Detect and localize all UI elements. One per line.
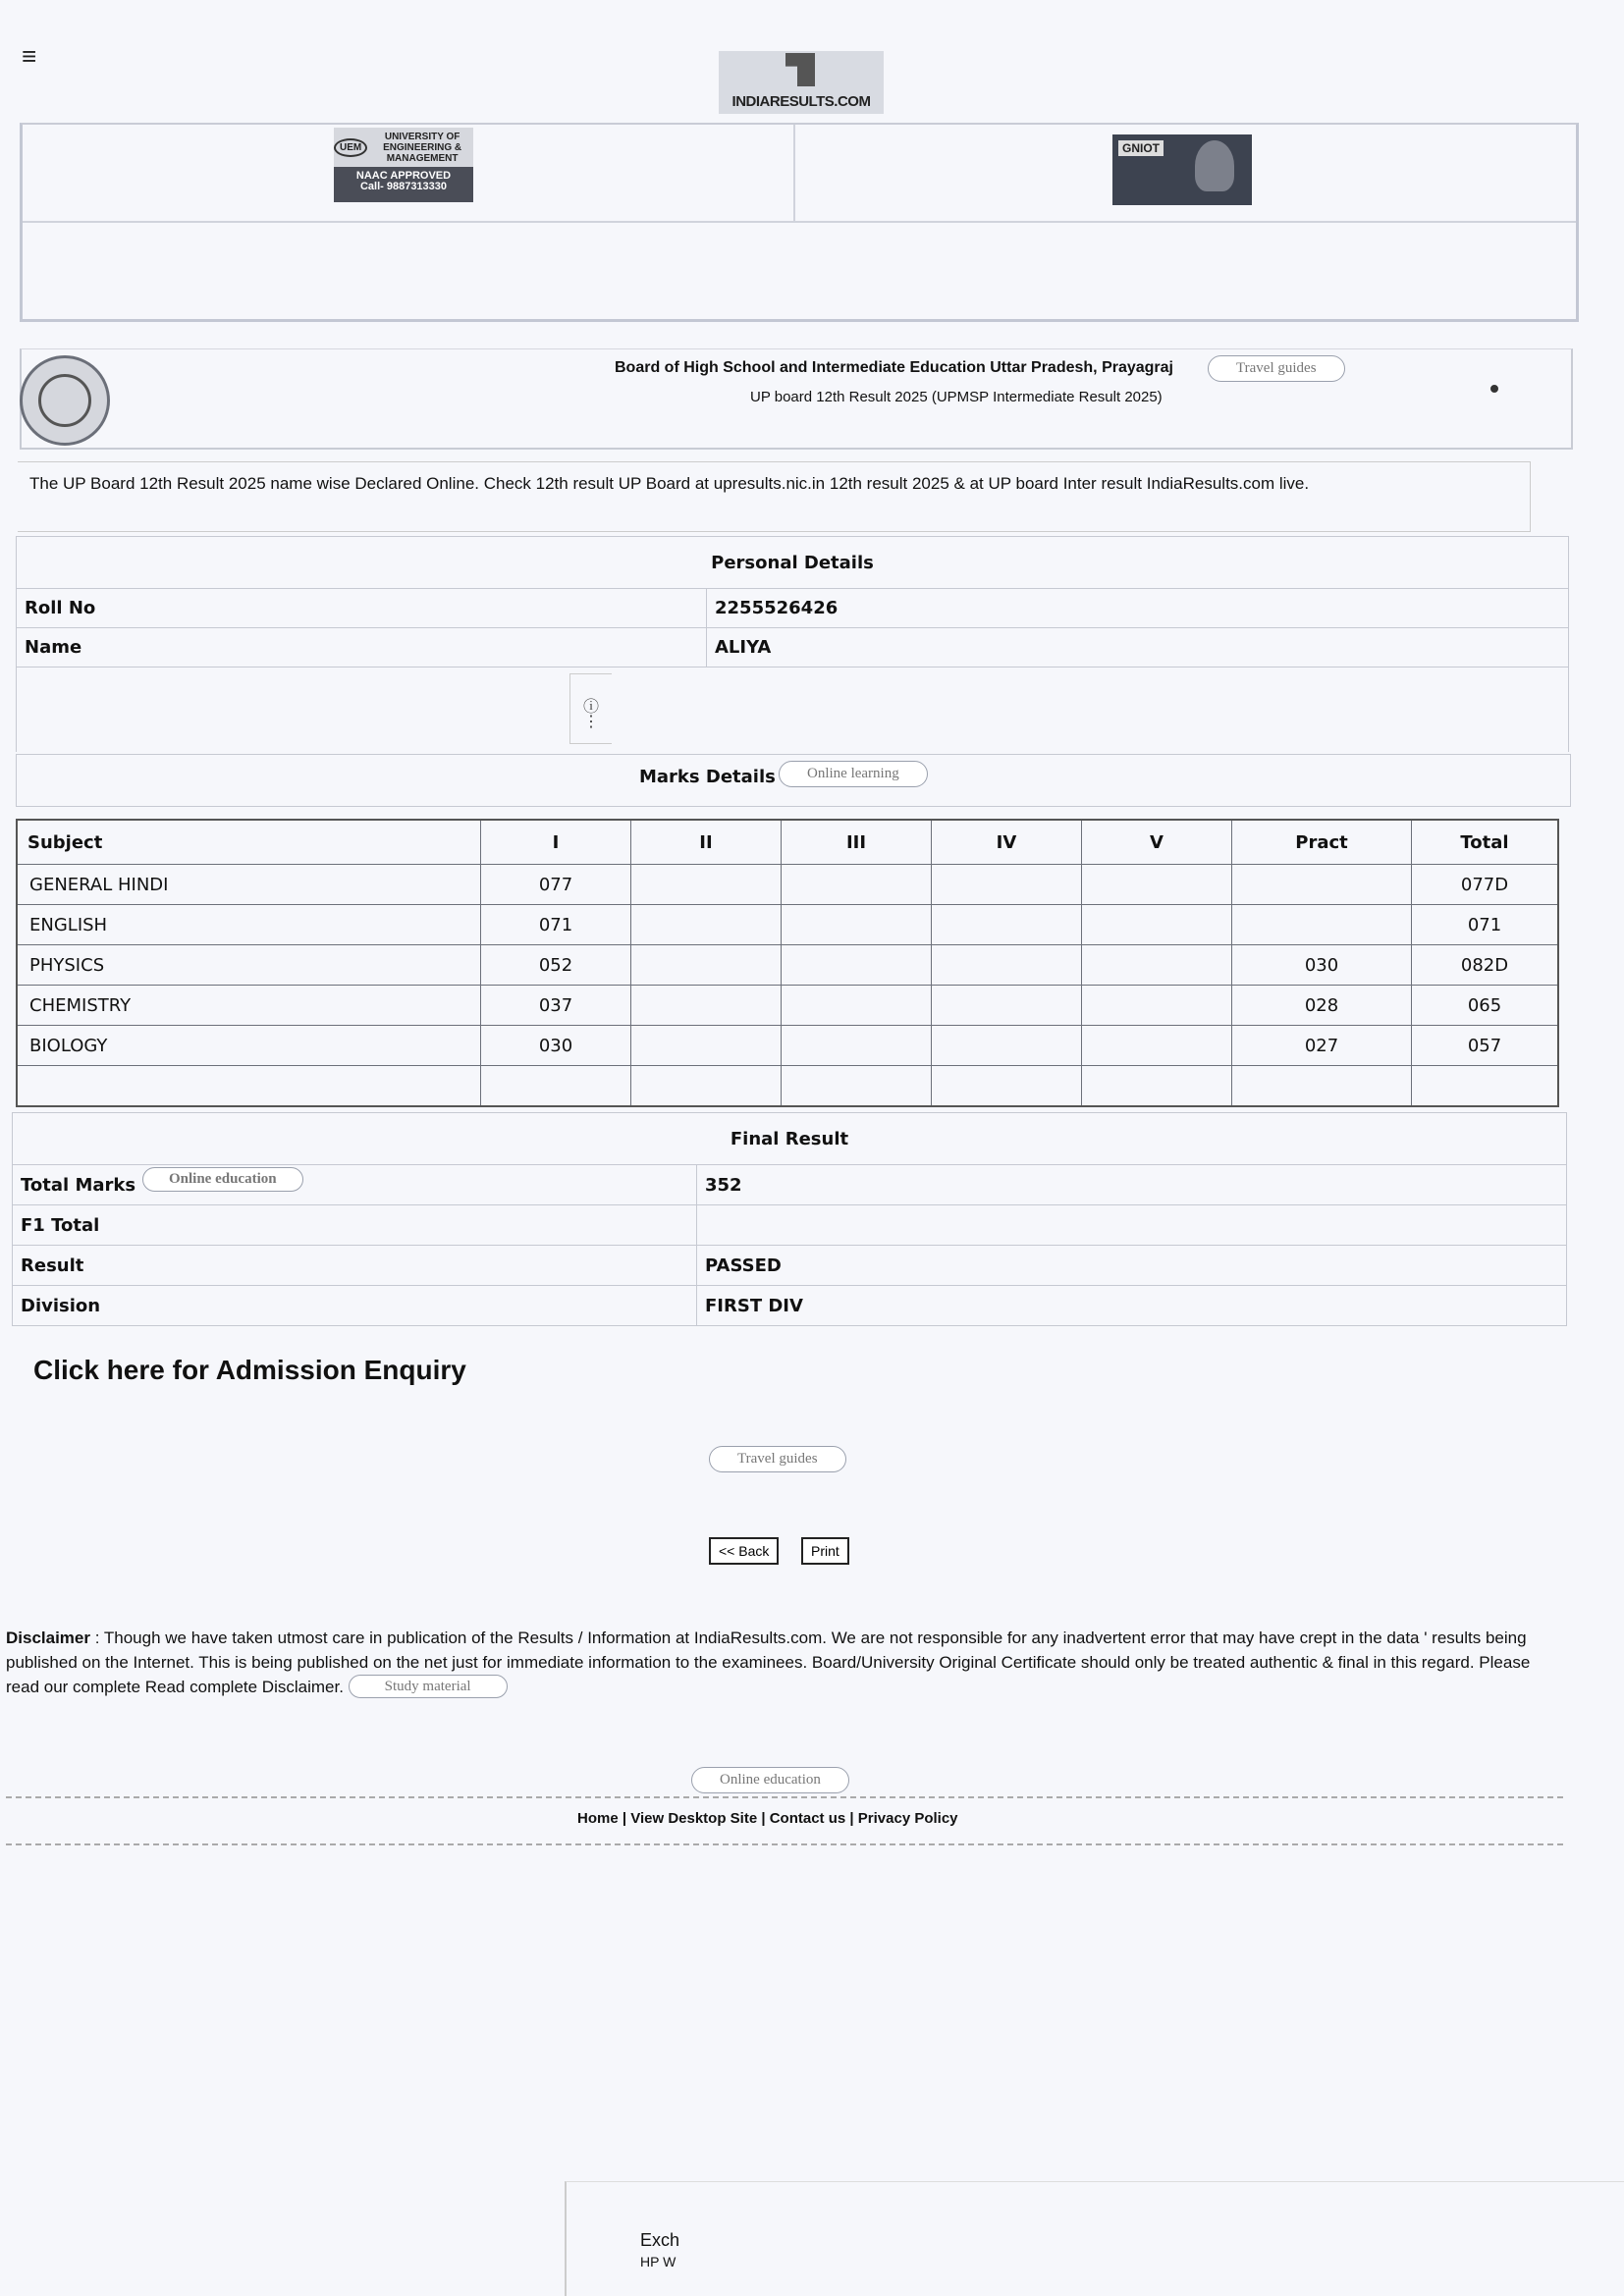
back-button[interactable]: << Back <box>709 1537 779 1565</box>
travel-guides-pill[interactable]: Travel guides <box>709 1446 846 1472</box>
mark-cell <box>631 986 782 1026</box>
intro-box <box>18 461 1531 532</box>
uem-logo: UEM <box>334 138 367 157</box>
more-options-icon[interactable]: ⋮ <box>583 714 599 730</box>
footer-links <box>577 1810 958 1827</box>
board-subtitle: UP board 12th Result 2025 (UPMSP Intermediate Result 2025) <box>750 389 1163 405</box>
mark-cell <box>1082 986 1232 1026</box>
uem-call: Call- 9887313330 <box>359 181 448 192</box>
col-header-total: Total <box>1412 820 1559 865</box>
mark-cell <box>782 865 932 905</box>
mark-cell <box>932 1066 1082 1107</box>
table-row <box>17 1026 1558 1066</box>
mark-cell <box>782 905 932 945</box>
col-header-v: V <box>1082 820 1232 865</box>
marks-details-heading: Marks Details <box>639 767 776 787</box>
mark-cell <box>631 1026 782 1066</box>
table-row <box>17 986 1558 1026</box>
final-result-table <box>12 1112 1567 1326</box>
subject-cell: CHEMISTRY <box>17 986 481 1026</box>
table-row <box>17 905 1558 945</box>
subject-cell: PHYSICS <box>17 945 481 986</box>
col-header-iii: III <box>782 820 932 865</box>
marks-table <box>16 819 1559 1107</box>
ad-slot <box>17 667 1569 752</box>
footer-link-home[interactable]: Home <box>577 1810 619 1827</box>
mark-cell <box>932 865 1082 905</box>
logo-text: INDIARESULTS.COM <box>731 93 871 110</box>
mark-cell: 071 <box>481 905 631 945</box>
footer-sep: | <box>622 1810 627 1827</box>
footer-divider <box>6 1796 1563 1798</box>
result-value: PASSED <box>697 1246 1567 1286</box>
bottom-ad-subtitle[interactable]: HP W <box>640 2254 677 2269</box>
mark-cell <box>1082 905 1232 945</box>
table-row <box>17 865 1558 905</box>
info-icon[interactable]: ⓘ <box>582 699 599 716</box>
division-label: Division <box>13 1286 697 1326</box>
online-education-pill[interactable]: Online education <box>691 1767 849 1793</box>
site-logo[interactable] <box>719 51 884 114</box>
subject-cell <box>17 1066 481 1107</box>
pract-cell: 027 <box>1232 1026 1412 1066</box>
mark-cell <box>481 1066 631 1107</box>
name-label: Name <box>17 628 707 667</box>
mark-cell <box>631 865 782 905</box>
online-education-pill[interactable]: Online education <box>142 1167 303 1192</box>
gniot-ad[interactable] <box>1112 134 1252 205</box>
up-govt-seal-icon <box>20 355 110 446</box>
personal-details-heading: Personal Details <box>17 537 1569 589</box>
mark-cell <box>1082 945 1232 986</box>
final-result-heading: Final Result <box>13 1113 1567 1165</box>
bottom-ad-frame[interactable] <box>565 2181 1624 2296</box>
footer-sep: | <box>849 1810 854 1827</box>
marks-details-header <box>16 754 1571 807</box>
mark-cell: 052 <box>481 945 631 986</box>
mark-cell <box>932 986 1082 1026</box>
intro-text: The UP Board 12th Result 2025 name wise Declared Online. Check 12th result UP Board at upresults.nic.in 12th result 2025 & at UP board Inter result IndiaResults.com live. <box>29 474 1310 493</box>
print-button[interactable]: Print <box>801 1537 849 1565</box>
banner-divider <box>23 221 1576 223</box>
mark-cell <box>631 1066 782 1107</box>
mark-cell <box>631 905 782 945</box>
online-learning-pill[interactable]: Online learning <box>779 761 928 787</box>
mark-cell <box>782 986 932 1026</box>
pract-cell <box>1232 1066 1412 1107</box>
division-value: FIRST DIV <box>697 1286 1567 1326</box>
mark-cell <box>782 1026 932 1066</box>
ad-banner-frame <box>20 123 1579 322</box>
pract-cell <box>1232 865 1412 905</box>
total-marks-label-cell <box>13 1165 697 1205</box>
subject-cell: BIOLOGY <box>17 1026 481 1066</box>
ad-choices-box[interactable] <box>569 673 612 744</box>
col-header-pract: Pract <box>1232 820 1412 865</box>
footer-link-contact[interactable]: Contact us <box>769 1810 846 1827</box>
roll-no-label: Roll No <box>17 589 707 628</box>
mark-cell <box>782 1066 932 1107</box>
footer-sep: | <box>761 1810 766 1827</box>
f1-total-label: F1 Total <box>13 1205 697 1246</box>
gniot-logo: GNIOT <box>1118 140 1164 156</box>
col-header-ii: II <box>631 820 782 865</box>
mark-cell <box>1082 865 1232 905</box>
disclaimer-label: Disclaimer <box>6 1629 90 1647</box>
banner-divider <box>793 125 795 221</box>
footer-link-privacy[interactable]: Privacy Policy <box>857 1810 958 1827</box>
total-cell <box>1412 1066 1559 1107</box>
mark-cell <box>932 905 1082 945</box>
col-header-iv: IV <box>932 820 1082 865</box>
pract-cell <box>1232 905 1412 945</box>
mark-cell <box>631 945 782 986</box>
pract-cell: 030 <box>1232 945 1412 986</box>
mark-cell: 030 <box>481 1026 631 1066</box>
total-marks-value: 352 <box>697 1165 1567 1205</box>
total-cell: 071 <box>1412 905 1559 945</box>
total-cell: 057 <box>1412 1026 1559 1066</box>
person-photo-icon <box>1195 140 1234 191</box>
bottom-ad-title[interactable]: Exch <box>640 2230 680 2250</box>
disclaimer <box>6 1626 1547 1701</box>
hamburger-menu-icon[interactable]: ≡ <box>22 41 37 71</box>
study-material-pill[interactable]: Study material <box>349 1675 508 1698</box>
table-row <box>17 945 1558 986</box>
footer-link-desktop[interactable]: View Desktop Site <box>630 1810 758 1827</box>
mark-cell <box>932 945 1082 986</box>
name-value: ALIYA <box>707 628 1569 667</box>
f1-total-value <box>697 1205 1567 1246</box>
result-label: Result <box>13 1246 697 1286</box>
mark-cell <box>782 945 932 986</box>
col-header-subject: Subject <box>17 820 481 865</box>
admission-enquiry-link[interactable]: Click here for Admission Enquiry <box>33 1355 466 1385</box>
board-title: Board of High School and Intermediate Education Uttar Pradesh, Prayagraj <box>615 359 1173 376</box>
footer-divider <box>6 1843 1563 1845</box>
uem-ad[interactable] <box>334 128 473 202</box>
mark-cell: 077 <box>481 865 631 905</box>
total-cell: 065 <box>1412 986 1559 1026</box>
uem-approved: NAAC APPROVED <box>355 170 452 182</box>
dot-mark <box>1490 385 1498 393</box>
mark-cell <box>932 1026 1082 1066</box>
personal-details-table <box>16 536 1569 752</box>
subject-cell: ENGLISH <box>17 905 481 945</box>
roll-no-value: 2255526426 <box>707 589 1569 628</box>
pract-cell: 028 <box>1232 986 1412 1026</box>
col-header-i: I <box>481 820 631 865</box>
mark-cell <box>1082 1066 1232 1107</box>
mark-cell: 037 <box>481 986 631 1026</box>
total-cell: 082D <box>1412 945 1559 986</box>
uem-name: UNIVERSITY OF ENGINEERING & MANAGEMENT <box>383 131 462 164</box>
total-marks-label: Total Marks <box>21 1174 136 1196</box>
travel-guides-pill[interactable]: Travel guides <box>1208 355 1345 382</box>
disclaimer-text: : Though we have taken utmost care in publication of the Results / Information at IndiaResults.com. We are not responsible for any inadvertent error that may have crept in the data ' results being published on the Internet. This is being published on the net just for immediate information to the examinees. Board/University Original Certificate should only be treated authentic & final in this regard. Please read our complete Read complete Disclaimer. <box>6 1629 1531 1696</box>
total-cell: 077D <box>1412 865 1559 905</box>
mark-cell <box>1082 1026 1232 1066</box>
table-row <box>17 1066 1558 1107</box>
logo-mark-icon <box>785 53 815 86</box>
subject-cell: GENERAL HINDI <box>17 865 481 905</box>
